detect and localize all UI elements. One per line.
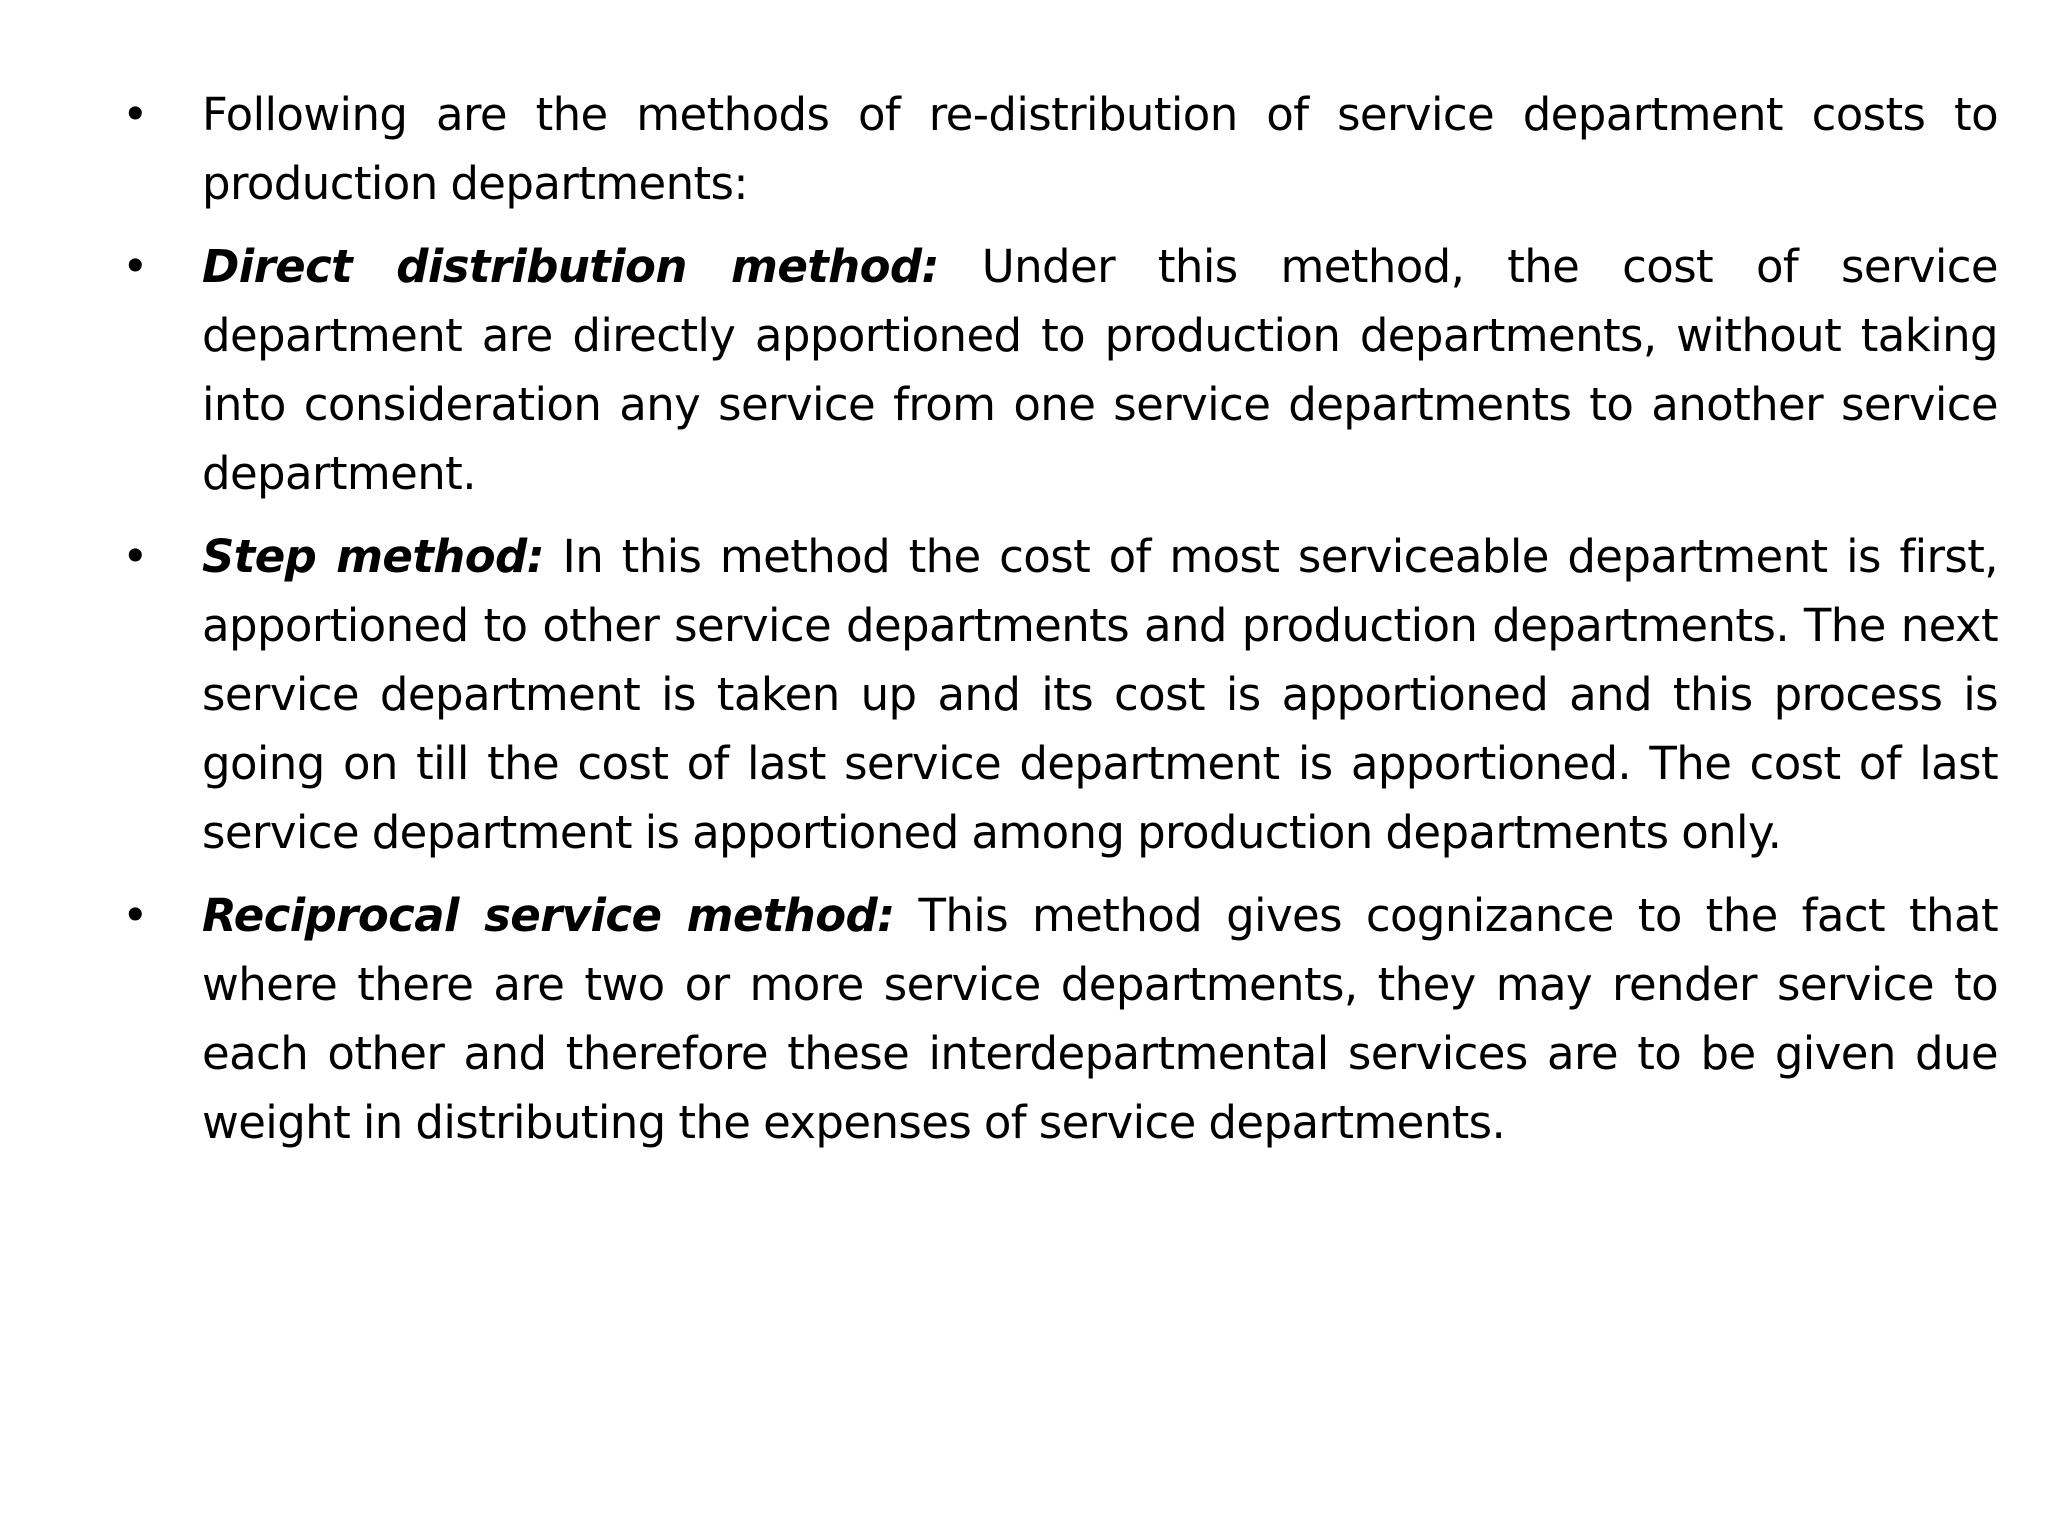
bullet-item-direct-distribution bbox=[122, 232, 1998, 508]
bullet-term: Direct distribution method: bbox=[202, 240, 939, 293]
bullet-icon: • bbox=[122, 240, 148, 293]
bullet-term: Reciprocal service method: bbox=[202, 889, 895, 942]
bullet-icon: • bbox=[122, 889, 148, 942]
bullet-icon: • bbox=[122, 530, 148, 583]
bullet-term: Step method: bbox=[202, 530, 545, 583]
bullet-text: Following are the methods of re-distribution of service department costs to production departments: bbox=[202, 88, 1998, 210]
bullet-icon: • bbox=[122, 88, 148, 141]
bullet-text: This method gives cognizance to the fact that where there are two or more service departments, they may render service to each other and therefore these interdepartmental services are to be given due weight in distributing the expenses of service departments. bbox=[202, 889, 1998, 1149]
bullet-list bbox=[122, 80, 1998, 1171]
bullet-item-step-method bbox=[122, 522, 1998, 867]
bullet-item-reciprocal-service bbox=[122, 881, 1998, 1157]
bullet-text: In this method the cost of most serviceable department is first, apportioned to other service departments and production departments. The next service department is taken up and its cost is apportioned and this process is going on till the cost of last service department is apportioned. The cost of last service department is apportioned among production departments only. bbox=[202, 530, 1998, 859]
bullet-item-intro bbox=[122, 80, 1998, 218]
bullet-text: Under this method, the cost of service department are directly apportioned to production departments, without taking into consideration any service from one service departments to another service department. bbox=[202, 240, 1999, 500]
